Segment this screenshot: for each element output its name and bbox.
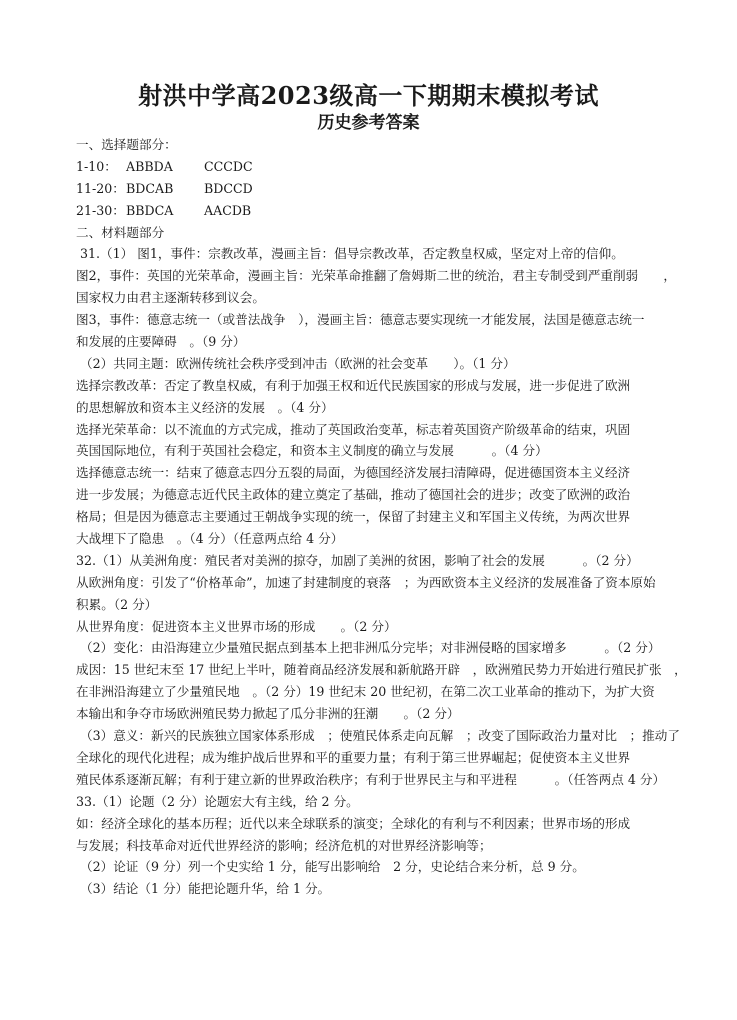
- answer-line: （2）变化：由沿海建立少量殖民据点到基本上把非洲瓜分完毕；对非洲侵略的国家增多 。（2 分）: [80, 640, 661, 656]
- page-title: 射洪中学高2023级高一下期期末模拟考试: [138, 81, 599, 110]
- answer-line: 33.（1）论题（2 分）论题宏大有主线，给 2 分。: [76, 793, 359, 809]
- answer-line: 积累。（2 分）: [76, 596, 158, 612]
- answer-line: （3）意义：新兴的民族独立国家体系形成 ；使殖民体系走向瓦解 ；改变了国际政治力量对比 ；推动了: [80, 728, 680, 744]
- answer-line: 31.（1） 图1，事件：宗教改革，漫画主旨：倡导宗教改革，否定教皇权威，坚定对上帝的信仰。: [80, 246, 624, 262]
- answer-line: 进一步发展；为德意志近代民主政体的建立奠定了基础，推动了德国社会的进步；改变了欧洲的政治: [76, 487, 631, 503]
- answer-line: 图2，事件：英国的光荣革命，漫画主旨：光荣革命推翻了詹姆斯二世的统治，君主专制受到严重削弱 ，: [76, 268, 676, 284]
- answer-line: 如：经济全球化的基本历程；近代以来全球联系的演变；全球化的有利与不利因素；世界市场的形成: [76, 815, 631, 831]
- answer-line: 图3，事件：德意志统一（或普法战争 ），漫画主旨：德意志要实现统一才能发展，法国是德意志统一: [76, 312, 645, 328]
- section-heading-material: 二、材料题部分: [76, 224, 165, 240]
- choice-answer-row: [76, 156, 699, 178]
- answer-group-b: CCCDC: [204, 158, 253, 174]
- answer-line: 国家权力由君主逐渐转移到议会。: [76, 290, 265, 306]
- answer-line: 和发展的庄要障碍 。（9 分）: [76, 334, 246, 350]
- answer-range: 1-10：: [76, 158, 117, 174]
- choice-answer-row: [76, 178, 699, 200]
- answer-group-a: BDCAB: [126, 180, 174, 196]
- answer-line: 本输出和争夺市场欧洲殖民势力掀起了瓜分非洲的狂潮 。（2 分）: [76, 706, 460, 722]
- answer-line: 从欧洲角度：引发了“价格革命”，加速了封建制度的衰落 ；为西欧资本主义经济的发展准备了资本原始: [76, 574, 656, 590]
- answer-line: 成因：15 世纪末至 17 世纪上半叶，随着商品经济发展和新航路开辟 ，欧洲殖民势力开始进行殖民扩张 ，: [76, 662, 687, 678]
- answer-line: 选择德意志统一：结束了德意志四分五裂的局面，为德国经济发展扫清障碍，促进德国资本主义经济: [76, 465, 631, 481]
- answer-line: 32.（1）从美洲角度：殖民者对美洲的掠夺，加剧了美洲的贫困，影响了社会的发展 。（2 分）: [76, 552, 639, 568]
- answer-group-a: BBDCA: [126, 202, 174, 218]
- document-body: [76, 134, 699, 900]
- page-subtitle: 历史参考答案: [317, 113, 420, 133]
- answer-group-b: BDCCD: [204, 180, 253, 196]
- section-heading-choice: 一、选择题部分：: [76, 137, 177, 152]
- answer-line: 大战埋下了隐患 。（4 分）（任意两点给 4 分）: [76, 531, 344, 547]
- answer-line: 从世界角度：促进资本主义世界市场的形成 。（2 分）: [76, 618, 397, 634]
- answer-line: （3）结论（1 分）能把论题升华，给 1 分。: [80, 881, 331, 897]
- answer-line: 在非洲沿海建立了少量殖民地 。（2 分）19 世纪末 20 世纪初，在第二次工业革命的推动下，为扩大资: [76, 684, 655, 700]
- answer-group-a: ABBDA: [126, 158, 173, 174]
- answer-line: 选择宗教改革：否定了教皇权威，有利于加强王权和近代民族国家的形成与发展，进一步促进了欧洲: [76, 377, 631, 393]
- answer-line: （2）共同主题：欧洲传统社会秩序受到冲击（欧洲的社会变革 ）。（1 分）: [80, 355, 516, 371]
- answer-group-b: AACDB: [204, 202, 252, 218]
- answer-line: 选择光荣革命：以不流血的方式完成，推动了英国政治变革，标志着英国资产阶级革命的结束，巩固: [76, 421, 631, 437]
- answer-line: 英国国际地位，有利于英国社会稳定，和资本主义制度的确立与发展 。（4 分）: [76, 443, 548, 459]
- answer-range: 11-20：: [76, 180, 125, 196]
- answer-line: 与发展；科技革命对近代世界经济的影响；经济危机的对世界经济影响等；: [76, 837, 492, 853]
- answer-line: 殖民体系逐渐瓦解；有利于建立新的世界政治秩序；有利于世界民主与和平进程 。（任答两点 4 分）: [76, 771, 666, 787]
- answer-line: 的思想解放和资本主义经济的发展 。（4 分）: [76, 399, 334, 415]
- answer-line: 格局；但是因为德意志主要通过王朝战争实现的统一，保留了封建主义和军国主义传统，为两次世界: [76, 509, 631, 525]
- answer-range: 21-30：: [76, 202, 125, 218]
- choice-answer-row: [76, 200, 699, 222]
- answer-line: 全球化的现代化进程；成为维护战后世界和平的重要力量；有利于第三世界崛起；促使资本主义世界: [76, 749, 631, 765]
- answer-line: （2）论证（9 分）列一个史实给 1 分，能写出影响给 2 分，史论结合来分析，总 9 分。: [80, 859, 585, 875]
